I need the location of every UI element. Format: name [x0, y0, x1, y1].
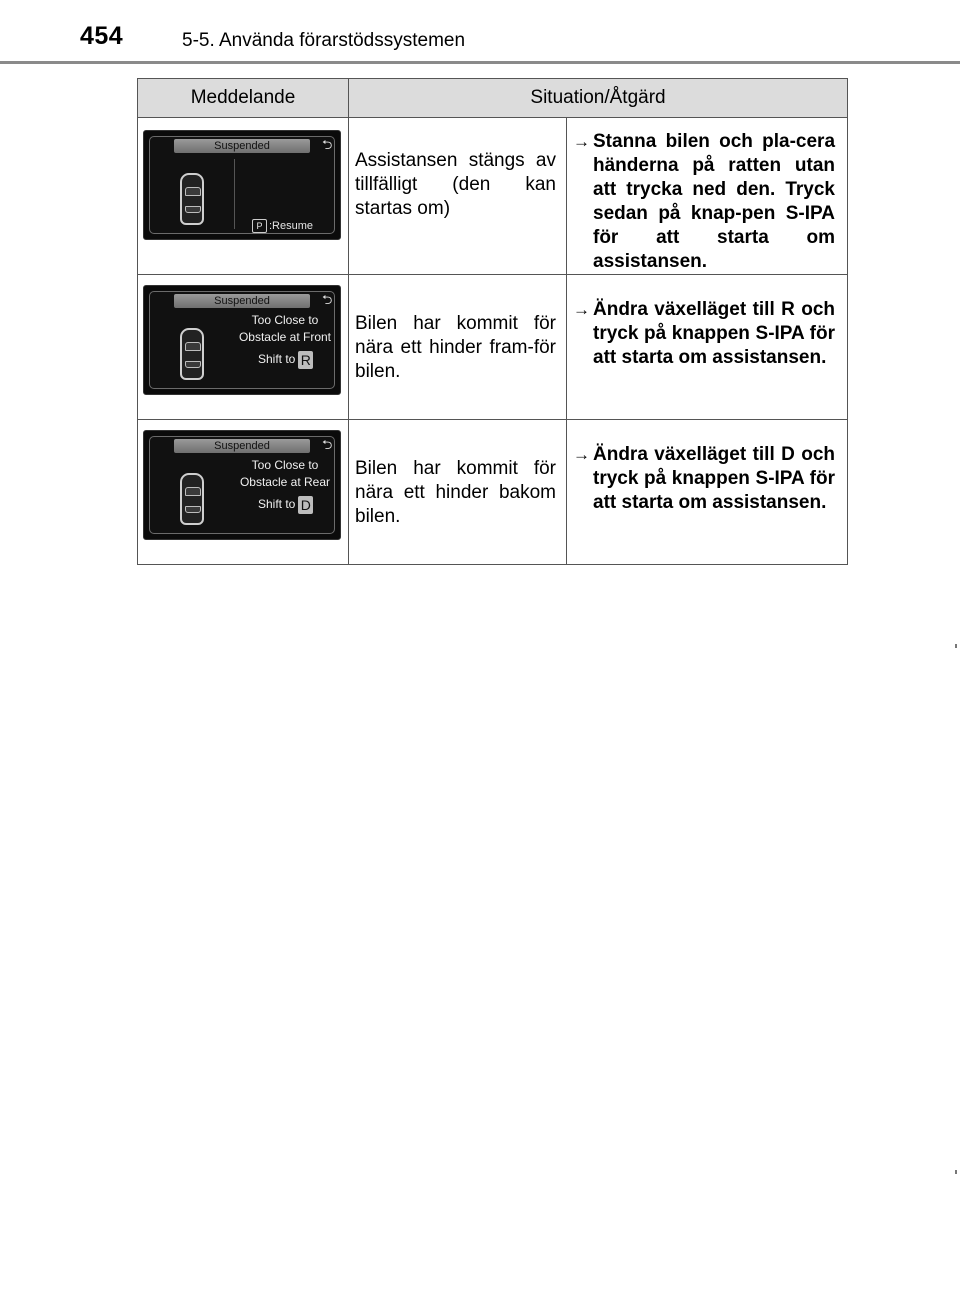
column-header-message: Meddelande	[138, 79, 349, 118]
action-cell	[567, 118, 848, 275]
message-image-cell	[138, 420, 349, 565]
situation-text: Bilen har kommit för nära ett hinder fram-för bilen.	[349, 275, 567, 420]
table-header-row	[138, 79, 848, 118]
resume-label: :Resume	[269, 219, 314, 232]
table-row	[138, 118, 848, 275]
header-rule	[0, 61, 960, 64]
action-text: Ändra växelläget till D och tryck på knappen S-IPA för att starta om assistansen.	[593, 444, 836, 513]
gear-badge: D	[298, 496, 313, 514]
car-top-view-icon	[180, 328, 204, 380]
right-arrow-icon: →	[573, 445, 590, 464]
status-bar: Suspended	[174, 294, 310, 308]
parking-assist-button-icon: P	[252, 219, 267, 233]
edge-mark	[955, 644, 957, 648]
status-bar: Suspended	[174, 139, 310, 153]
car-top-view-icon	[180, 473, 204, 525]
shift-instruction	[258, 351, 313, 369]
edge-mark	[955, 1170, 957, 1174]
message-image-cell	[138, 118, 349, 275]
shift-label: Shift to	[258, 352, 296, 367]
message-image-cell	[138, 275, 349, 420]
shift-label: Shift to	[258, 497, 296, 512]
action-text: Ändra växelläget till R och tryck på knappen S-IPA för att starta om assistansen.	[593, 299, 836, 368]
resume-hint	[252, 219, 313, 233]
car-top-view-icon	[180, 173, 204, 225]
section-title: 5-5. Använda förarstödssystemen	[182, 30, 466, 51]
situation-text: Assistansen stängs av tillfälligt (den kan startas om)	[349, 118, 567, 275]
right-arrow-icon: →	[573, 132, 590, 151]
warning-line-1: Too Close to	[251, 313, 319, 327]
back-arrow-icon: ⮌	[322, 137, 333, 152]
warning-line-2: Obstacle at Rear	[239, 475, 331, 489]
table-row	[138, 420, 848, 565]
display-screen	[143, 285, 341, 395]
action-cell	[567, 420, 848, 565]
action-cell	[567, 275, 848, 420]
warning-line-2: Obstacle at Front	[238, 330, 332, 344]
gear-badge: R	[298, 351, 313, 369]
table-row	[138, 275, 848, 420]
situation-text: Bilen har kommit för nära ett hinder bakom bilen.	[349, 420, 567, 565]
right-arrow-icon: →	[573, 300, 590, 319]
column-header-situation: Situation/Åtgärd	[349, 79, 848, 118]
display-screen	[143, 130, 341, 240]
divider	[234, 159, 235, 229]
warning-line-1: Too Close to	[251, 458, 319, 472]
action-text: Stanna bilen och pla-cera händerna på ratten utan att trycka ned den. Tryck sedan på knap-pen S-IPA för att starta om assistansen.	[593, 131, 836, 272]
page-number: 454	[80, 22, 124, 50]
message-table	[137, 78, 848, 565]
back-arrow-icon: ⮌	[322, 292, 333, 307]
back-arrow-icon: ⮌	[322, 437, 333, 452]
status-bar: Suspended	[174, 439, 310, 453]
shift-instruction	[258, 496, 313, 514]
display-screen	[143, 430, 341, 540]
